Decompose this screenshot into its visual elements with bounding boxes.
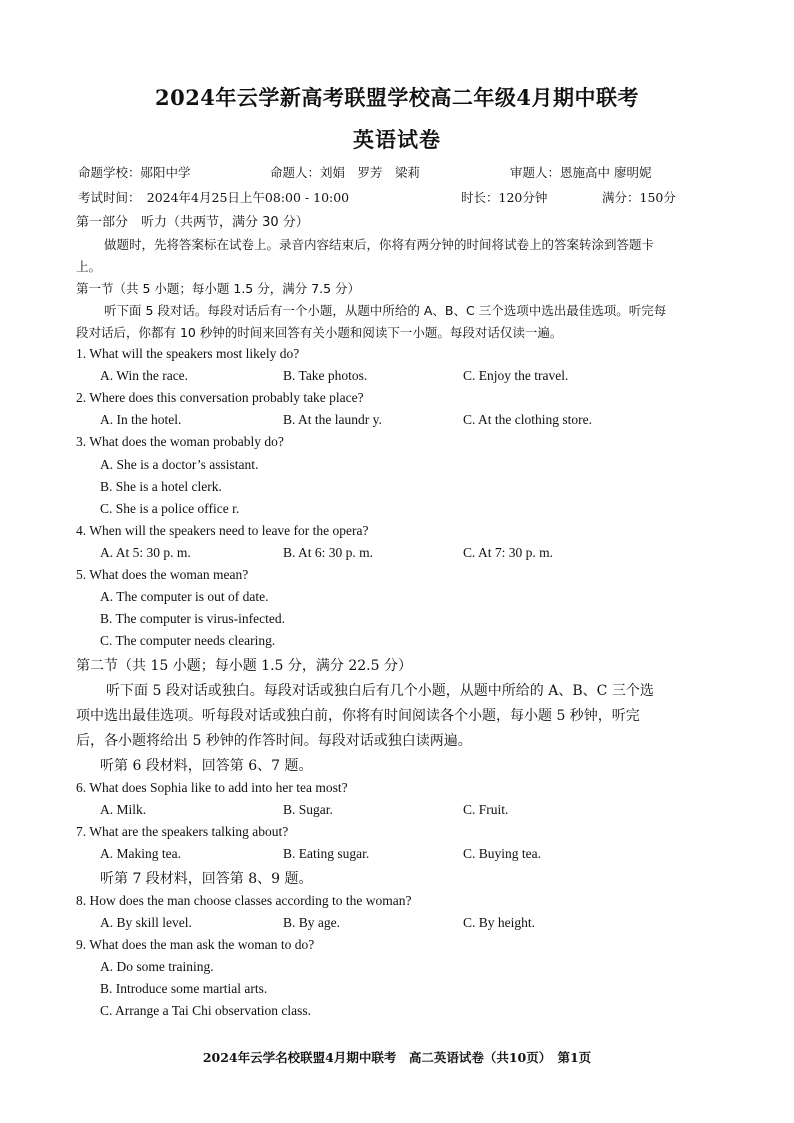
q3-option-b: B. She is a hotel clerk.	[100, 479, 222, 494]
meta-duration: 时长：120分钟	[461, 190, 548, 205]
q7-option-b: B. Eating sugar.	[283, 846, 370, 861]
group-7-heading: 听第 7 段材料，回答第 8、9 题。	[100, 871, 313, 887]
section2-heading: 第二节（共 15 小题；每小题 1.5 分，满分 22.5 分）	[76, 658, 412, 674]
q3-option-a: A. She is a doctor’s assistant.	[100, 457, 259, 472]
q9-option-a: A. Do some training.	[100, 959, 214, 974]
meta-exam-time: 考试时间： 2024年4月25日上午08:00 - 10:00	[78, 190, 350, 205]
q2-option-a: A. In the hotel.	[100, 412, 182, 427]
question-3: 3. What does the woman probably do?	[76, 434, 284, 449]
q5-option-a: A. The computer is out of date.	[100, 589, 269, 604]
question-6: 6. What does Sophia like to add into her tea most?	[76, 780, 348, 795]
page-footer: 2024年云学名校联盟4月期中联考 高二英语试卷（共10页） 第1页	[202, 1050, 592, 1065]
q9-option-b: B. Introduce some martial arts.	[100, 981, 268, 996]
q5-option-c: C. The computer needs clearing.	[100, 633, 276, 648]
meta-authors: 命题人：刘娟 罗芳 梁莉	[270, 165, 421, 180]
section2-instruction-line2: 项中选出最佳选项。听每段对话或独白前，你将有时间阅读各个小题，每小题 5 秒钟，听完	[76, 708, 640, 724]
q8-option-c: C. By height.	[463, 915, 536, 930]
group-6-heading: 听第 6 段材料，回答第 6、7 题。	[100, 758, 313, 774]
question-1: 1. What will the speakers most likely do?	[76, 346, 300, 361]
meta-full-score: 满分：150分	[602, 190, 676, 205]
section1-instruction-line1: 听下面 5 段对话。每段对话后有一个小题，从题中所给的 A、B、C 三个选项中选出最佳选项。听完每	[104, 303, 667, 318]
q8-option-a: A. By skill level.	[100, 915, 192, 930]
question-7: 7. What are the speakers talking about?	[76, 824, 289, 839]
meta-school: 命题学校：郧阳中学	[78, 165, 191, 180]
meta-reviewer: 审题人：恩施高中 廖明妮	[510, 165, 652, 180]
q6-option-c: C. Fruit.	[463, 802, 509, 817]
q4-option-a: A. At 5: 30 p. m.	[100, 545, 191, 560]
q1-option-a: A. Win the race.	[100, 368, 189, 383]
exam-title: 2024年云学新高考联盟学校高二年级4月期中联考	[154, 85, 640, 110]
q2-option-c: C. At the clothing store.	[463, 412, 592, 427]
section1-heading: 第一节（共 5 小题；每小题 1.5 分，满分 7.5 分）	[76, 281, 361, 296]
question-4: 4. When will the speakers need to leave for the opera?	[76, 523, 369, 538]
section2-instruction-line1: 听下面 5 段对话或独白。每段对话或独白后有几个小题，从题中所给的 A、B、C 三个选	[106, 683, 654, 699]
q2-option-b: B. At the laundr y.	[283, 412, 382, 427]
question-5: 5. What does the woman mean?	[76, 567, 249, 582]
question-2: 2. Where does this conversation probably take place?	[76, 390, 364, 405]
q6-option-a: A. Milk.	[100, 802, 147, 817]
part1-heading: 第一部分 听力（共两节，满分 30 分）	[76, 215, 309, 230]
q9-option-c: C. Arrange a Tai Chi observation class.	[100, 1003, 312, 1018]
section1-instruction-line2: 段对话后，你都有 10 秒钟的时间来回答有关小题和阅读下一小题。每段对话仅读一遍。	[76, 325, 563, 340]
q3-option-c: C. She is a police office r.	[100, 501, 240, 516]
q4-option-b: B. At 6: 30 p. m.	[283, 545, 374, 560]
q7-option-c: C. Buying tea.	[463, 846, 541, 861]
question-9: 9. What does the man ask the woman to do?	[76, 937, 315, 952]
section2-instruction-line3: 后，各小题将给出 5 秒钟的作答时间。每段对话或独白读两遍。	[76, 733, 472, 749]
part1-intro-line1: 做题时，先将答案标在试卷上。录音内容结束后，你将有两分钟的时间将试卷上的答案转涂到答题卡	[104, 237, 655, 252]
part1-intro-line2: 上。	[76, 259, 102, 274]
exam-subtitle: 英语试卷	[353, 127, 441, 152]
q1-option-c: C. Enjoy the travel.	[463, 368, 569, 383]
q6-option-b: B. Sugar.	[283, 802, 333, 817]
q1-option-b: B. Take photos.	[283, 368, 368, 383]
q7-option-a: A. Making tea.	[100, 846, 181, 861]
q4-option-c: C. At 7: 30 p. m.	[463, 545, 554, 560]
question-8: 8. How does the man choose classes according to the woman?	[76, 893, 412, 908]
q8-option-b: B. By age.	[283, 915, 340, 930]
q5-option-b: B. The computer is virus-infected.	[100, 611, 285, 626]
